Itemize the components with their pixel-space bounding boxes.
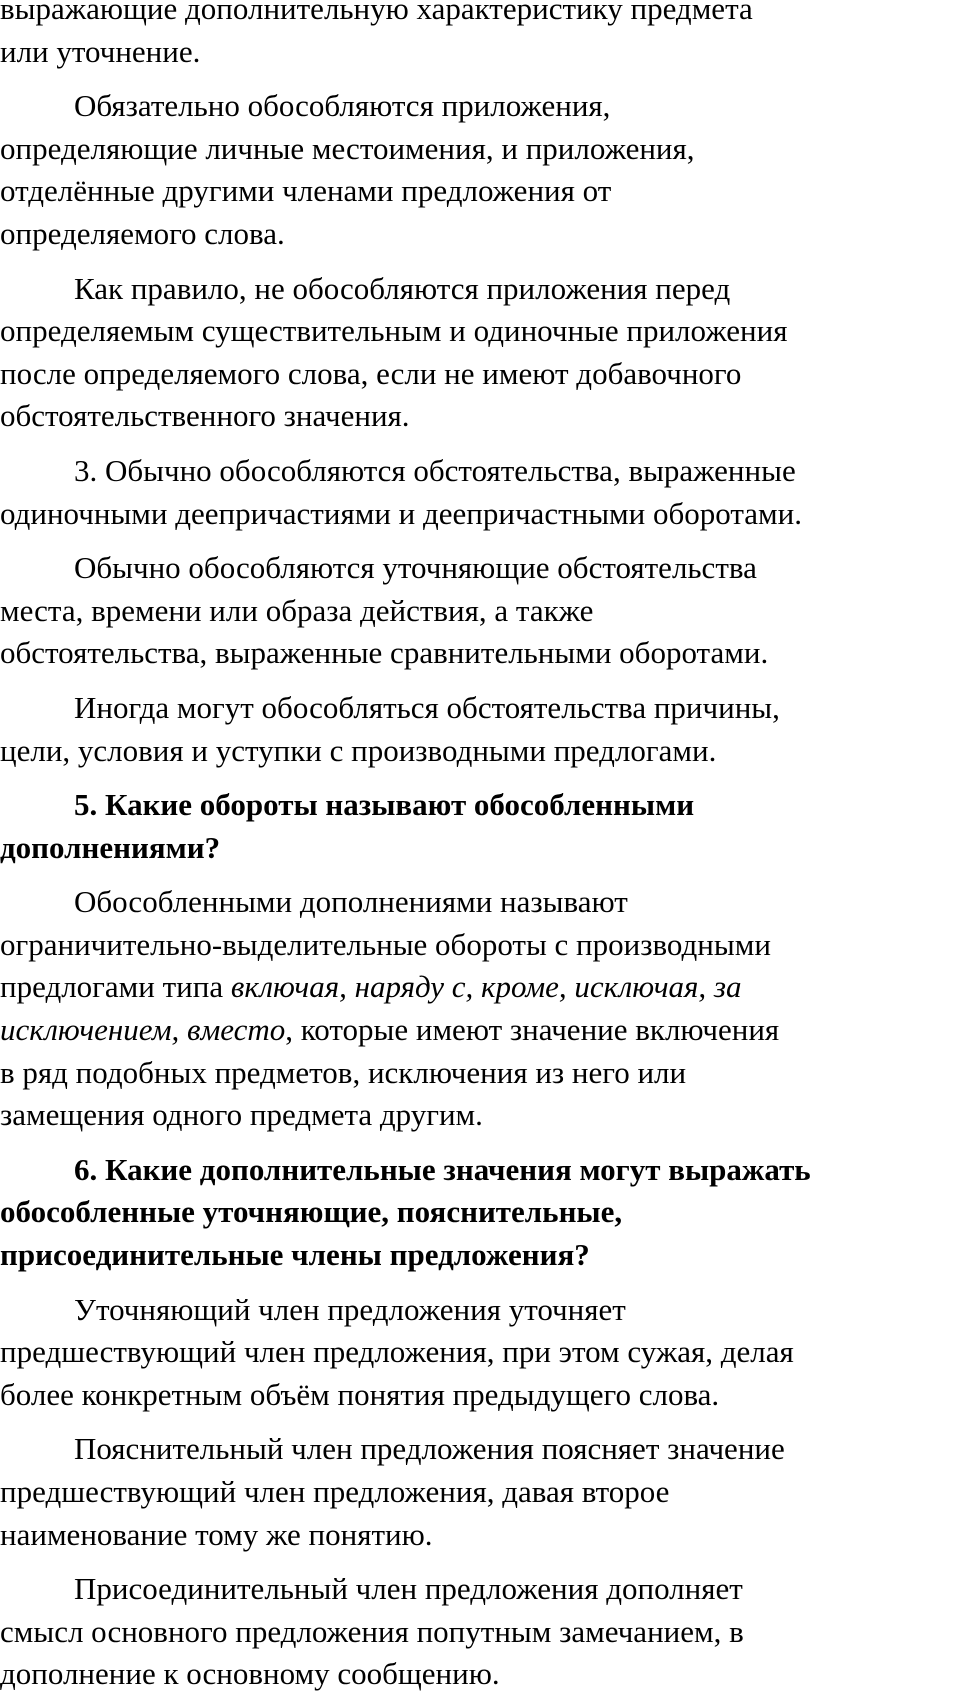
usually-paragraph: Обычно обособляются уточняющие обстоятельства места, времени или образа действия, а также обстоятельства, выраженные сравнительными оборотами. <box>0 550 769 671</box>
intro-paragraph: выражающие дополнительную характеристику предмета или уточнение. <box>0 0 753 69</box>
question-5-heading: 5. Какие обороты называют обособленными дополнениями? <box>0 787 695 865</box>
obligatory-paragraph: Обязательно обособляются приложения, определяющие личные местоимения, и приложения, отделённые другими членами предложения от определяемого слова. <box>0 88 695 251</box>
clarifying-paragraph: Уточняющий член предложения уточняет предшествующий член предложения, при этом сужая, делая более конкретным объём понятия предыдущего слова. <box>0 1291 794 1412</box>
item-3-paragraph: 3. Обычно обособляются обстоятельства, выраженные одиночными деепричастиями и деепричастными оборотами. <box>0 452 803 531</box>
question-6-heading: 6. Какие дополнительные значения могут выражать обособленные уточняющие, пояснительные, присоединительные члены предложения? <box>0 1151 811 1273</box>
rule-paragraph: Как правило, не обособляются приложения перед определяемым существительным и одиночные приложения после определяемого слова, если не имеют добавочного обстоятельственного значения. <box>0 270 788 434</box>
q5-text-part-1: Обособленными дополнениями называют ограничительно-выделительные обороты с производными предлогами типа <box>0 884 771 1005</box>
connective-paragraph: Присоединительный член предложения дополняет смысл основного предложения попутным замечанием, в дополнение к основному сообщению. <box>0 1571 744 1692</box>
explanatory-paragraph: Пояснительный член предложения поясняет значение предшествующий член предложения, давая второе наименование тому же понятию. <box>0 1431 785 1552</box>
question-5-answer <box>0 881 960 1137</box>
q5-text-part-2: , которые имеют значение включения в ряд подобных предметов, исключения из него или замещения одного предмета другим. <box>0 1012 780 1133</box>
sometimes-paragraph: Иногда могут обособляться обстоятельства причины, цели, условия и уступки с производными предлогами. <box>0 689 780 768</box>
q5-italic-examples: включая, наряду с, кроме, исключая, за исключением, вместо <box>0 969 742 1048</box>
